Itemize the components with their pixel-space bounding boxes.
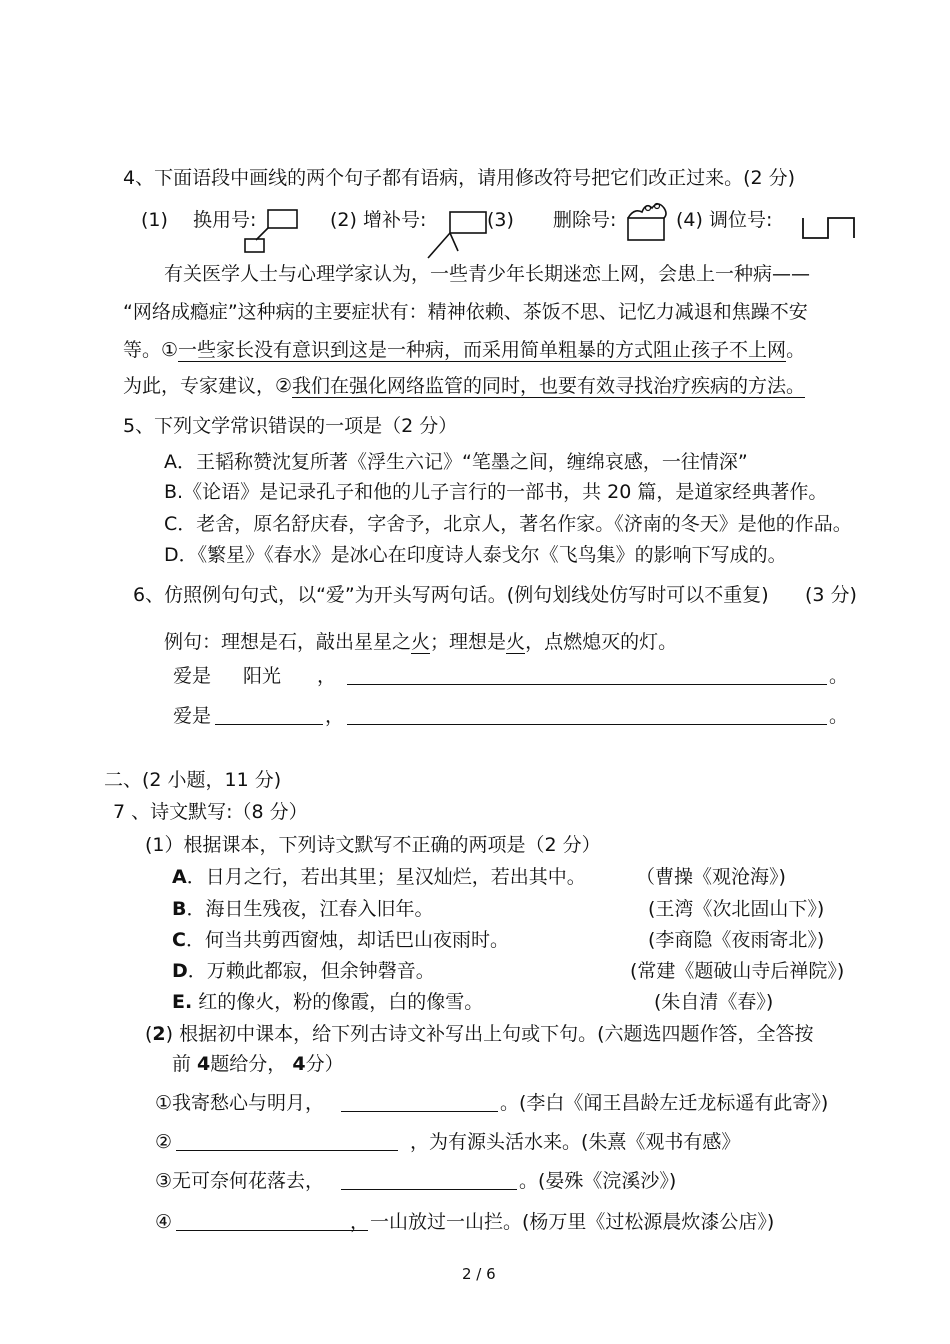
q5-option-a: A．王韬称赞沈复所著《浮生六记》“笔墨之间，缠绵哀感，一往情深” <box>164 451 748 473</box>
fill-3-suffix: 。(晏殊《浣溪沙》) <box>519 1170 677 1192</box>
q6-answer-2: 爱是 <box>173 705 212 727</box>
underlined-sentence-1: 一些家长没有意识到这是一种病，而采用简单粗暴的方式阻止孩子不上网 <box>178 339 787 361</box>
symbol-4-label: (4) 调位号: <box>676 209 773 231</box>
symbol-3-number: (3) <box>487 209 514 231</box>
fill-2-prefix: ② <box>155 1131 173 1153</box>
q6-score: (3 分) <box>805 584 857 606</box>
insert-mark-icon <box>420 206 492 262</box>
q6-example: 例句：理想是石，敲出星星之火；理想是火，点燃熄灭的灯。 <box>164 631 678 653</box>
q7-option-a-source: （曹操《观沧海》) <box>636 866 786 888</box>
q7-option-d: D．万赖此都寂，但余钟磬音。 <box>172 960 435 982</box>
page-number: 2 / 6 <box>462 1265 496 1283</box>
underlined-sentence-2: 我们在强化网络监管的同时，也要有效寻找治疗疾病的方法。 <box>292 375 806 397</box>
transpose-mark-icon <box>800 214 860 244</box>
q7-option-e-source: (朱自清《春》) <box>654 991 774 1013</box>
q6-title: 6、仿照例句句式，以“爱”为开头写两句话。(例句划线处仿写时可以不重复) <box>133 584 769 606</box>
fill-4-suffix: 一山放过一山拦。(杨万里《过松源晨炊漆公店》) <box>370 1211 775 1233</box>
q6-answer-1: 爱是 阳光 ， <box>173 665 337 687</box>
symbol-1-label: 换用号: <box>193 209 257 231</box>
q7-option-e: E. 红的像火，粉的像霞，白的像雪。 <box>172 991 484 1013</box>
fill-3-prefix: ③无可奈何花落去， <box>155 1170 325 1192</box>
fill-2-suffix: ，为有源头活水来。(朱熹《观书有感》 <box>410 1131 741 1153</box>
q4-title: 4、下面语段中画线的两个句子都有语病，请用修改符号把它们改正过来。(2 分) <box>123 167 796 189</box>
q7-1-title: (1）根据课本，下列诗文默写不正确的两项是（2 分） <box>145 834 601 856</box>
fill-1-suffix: 。(李白《闻王昌龄左迁龙标遥有此寄》) <box>500 1092 829 1114</box>
q5-option-b: B.《论语》是记录孔子和他的儿子言行的一部书，共 20 篇，是道家经典著作。 <box>164 481 828 503</box>
q4-para-line2: “网络成瘾症”这种病的主要症状有：精神依赖、茶饭不思、记忆力减退和焦躁不安 <box>123 301 808 323</box>
q4-para-line3: 等。①一些家长没有意识到这是一种病，而采用简单粗暴的方式阻止孩子不上网。 <box>123 339 806 361</box>
q7-option-d-source: (常建《题破山寺后禅院》) <box>630 960 845 982</box>
symbol-2-label: (2) 增补号: <box>330 209 427 231</box>
q7-option-c-source: (李商隐《夜雨寄北》) <box>648 929 825 951</box>
fill-3-blank[interactable] <box>341 1169 517 1190</box>
q7-2-title-line1: (2) 根据初中课本，给下列古诗文补写出上句或下句。(六题选四题作答，全答按 <box>145 1023 814 1045</box>
fill-4-blank[interactable] <box>176 1210 368 1231</box>
q5-option-c: C．老舍，原名舒庆春，字舍予，北京人，著名作家。《济南的冬天》是他的作品。 <box>164 513 852 535</box>
delete-mark-icon <box>624 198 674 248</box>
q5-title: 5、下列文学常识错误的一项是（2 分） <box>123 415 458 437</box>
q7-option-b-source: (王湾《次北固山下》) <box>648 898 825 920</box>
q4-para-line4: 为此，专家建议，②我们在强化网络监管的同时，也要有效寻找治疗疾病的方法。 <box>123 375 806 397</box>
replace-mark-icon <box>242 208 302 256</box>
symbol-3-label: 删除号: <box>553 209 617 231</box>
fill-1-blank[interactable] <box>341 1091 498 1112</box>
q7-option-b: B．海日生残夜，江春入旧年。 <box>172 898 434 920</box>
q7-option-c: C．何当共剪西窗烛，却话巴山夜雨时。 <box>172 929 509 951</box>
symbol-1-number: (1) <box>141 209 168 231</box>
q7-title: 7 、诗文默写:（8 分） <box>113 801 308 823</box>
q6-answer-2-blank-1[interactable] <box>215 704 323 725</box>
q7-2-title-line2: 前 4题给分， 4分） <box>172 1053 344 1075</box>
section-2-heading: 二、(2 小题，11 分) <box>104 769 282 791</box>
fill-4-prefix: ④ <box>155 1211 173 1233</box>
q6-answer-1-blank[interactable] <box>347 664 827 685</box>
fill-2-blank[interactable] <box>176 1130 398 1151</box>
q7-option-a: A．日月之行，若出其里；星汉灿烂，若出其中。 <box>172 866 586 888</box>
q6-answer-2-blank-2[interactable] <box>347 704 827 725</box>
q5-option-d: D．《繁星》《春水》是冰心在印度诗人泰戈尔《飞鸟集》的影响下写成的。 <box>164 544 787 566</box>
fill-1-prefix: ①我寄愁心与明月， <box>155 1092 325 1114</box>
q4-para-line1: 有关医学人士与心理学家认为，一些青少年长期迷恋上网，会患上一种病—— <box>164 263 811 285</box>
